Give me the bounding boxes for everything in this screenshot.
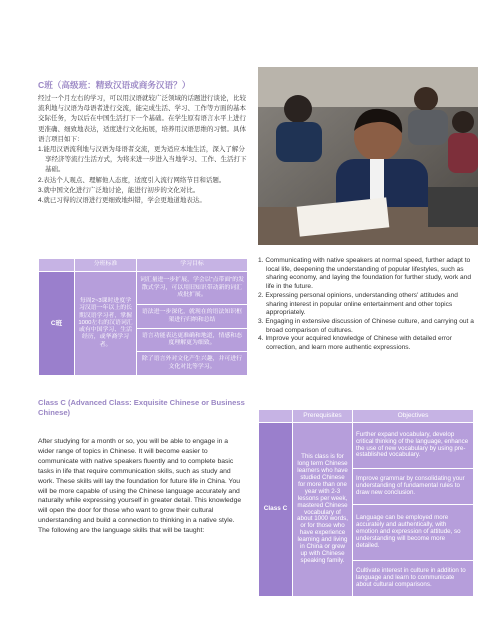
chinese-item-1: 1.能用汉语流利地与汉语为母语者交流，更为适应本地生活，深入了解分享经济等流行生活方式，为将来进一步进入当地学习、工作、生活打下基础。 — [38, 146, 247, 174]
table-objective-cell: Cultivate interest in culture in addition to language and learn to communicate about cultural comparisons. — [353, 561, 474, 597]
table-objective-cell: Language can be employed more accurately and authentically, with emotion and expression of attitude, so understanding will become more detailed. — [353, 504, 474, 560]
english-skills-list — [258, 257, 474, 353]
table-row — [259, 423, 474, 469]
table-header-objectives: 学习目标 — [137, 259, 248, 272]
english-section-body: After studying for a month or so, you will be able to engage in a wider range of topics in Chinese. It will become easier to communicate with native speakers fluently and to complete basic tasks in life that require communication skills, such as study and work. These skills will lay the foundation for future life in China. You will be more capable of using the Chinese language accurately and naturally while expressing yourself in greater detail. This knowledge will open the door for those who want to grow their cultural understanding and build a connection to thinking in a native style. The following are the language skills that will be taught: — [38, 438, 242, 535]
english-skill-3: 3. Engaging in extensive discussion of Chinese culture, and carrying out a broad comparison of cultures. — [258, 317, 474, 334]
chinese-item-4: 4.就已习得的汉语进行更细致地纠错，学会更地道地表达。 — [38, 197, 206, 205]
table-objective-cell: Further expand vocabulary, develop critical thinking of the language, enhance the use of new vocabulary by using pre-established vocabulary. — [353, 423, 474, 469]
table-header-prereq: Prerequisites — [293, 410, 353, 423]
chinese-section-title: C班（高级班：精致汉语或商务汉语？） — [38, 80, 191, 90]
table-objective-cell: 语法进一步深化，就现在的语法知识框架进行归纳和总结 — [137, 305, 248, 329]
table-header-blank — [39, 259, 75, 272]
table-header-row — [259, 410, 474, 423]
table-header-row — [39, 259, 248, 272]
table-header-objectives: Objectives — [353, 410, 474, 423]
english-class-table — [258, 409, 474, 597]
chinese-item-3: 3.就中国文化进行广泛地讨论，能进行初步的文化对比。 — [38, 186, 200, 194]
table-row-label: C班 — [39, 272, 75, 376]
chinese-class-table — [38, 258, 248, 376]
table-prereq-cell: 每周2~3课时进度学习汉语一年以上的长期汉语学习者，掌握1000左右的汉语词汇或有中国学习、生活经历，或华裔学习者。 — [75, 272, 137, 376]
english-skill-1: 1. Communicating with native speakers at normal speed, further adapt to local life, deepening the understanding of popular lifestyles, such as sharing economy, and laying the foundation for further study, work and life in the future. — [258, 257, 472, 291]
table-objective-cell: 除了语言外对文化产生兴趣，并可进行文化对比等学习。 — [137, 352, 248, 376]
table-objective-cell: 语言功能表达更准确和地道，情感和态度理解更为细致。 — [137, 328, 248, 352]
table-header-prereq: 分班标准 — [75, 259, 137, 272]
table-row — [39, 272, 248, 305]
english-section-title: Class C (Advanced Class: Exquisite Chinese or Business Chinese) — [38, 398, 245, 417]
table-header-blank — [259, 410, 293, 423]
table-prereq-cell: This class is for long term Chinese learners who have studied Chinese for more than one year with 2-3 lessons per week, mastered Chinese vocabulary of about 1000 words, or for those who have experience learning and living in China or grew up with Chinese speaking family. — [293, 423, 353, 597]
english-skill-4: 4. Improve your acquired knowledge of Chinese with detailed error correction, and learn more authentic expressions. — [258, 335, 452, 352]
chinese-item-2: 2.表达个人观点、理解他人态度，适度引入流行网络节目和话题。 — [38, 176, 226, 184]
english-skill-2: 2. Expressing personal opinions, understanding others' attitudes and sharing interest in popular online entertainment and other topics appropriately. — [258, 291, 458, 317]
chinese-intro: 经过一个月左右的学习，可以用汉语就较广泛领域的话题进行谈论，比较流利地与汉语为母语者进行交流，能完成生活、学习、工作等方面的基本交际任务，为以后在中国生活打下一个基础。在学生原有语言水平上进行更准确、细致地表达，适度进行文化拓展，培养用汉语思维的习惯。具体语言项目如下： — [38, 95, 246, 143]
chinese-section-body — [38, 94, 250, 206]
table-objective-cell: 词汇量进一步扩展，学会以“点带面”的发散式学习，可以用旧知识带动新的词汇成批扩展。 — [137, 272, 248, 305]
table-row-label: Class C — [259, 423, 293, 597]
classroom-photo — [258, 67, 478, 245]
table-objective-cell: Improve grammar by consolidating your understanding of fundamental rules to draw new conclusion. — [353, 469, 474, 505]
